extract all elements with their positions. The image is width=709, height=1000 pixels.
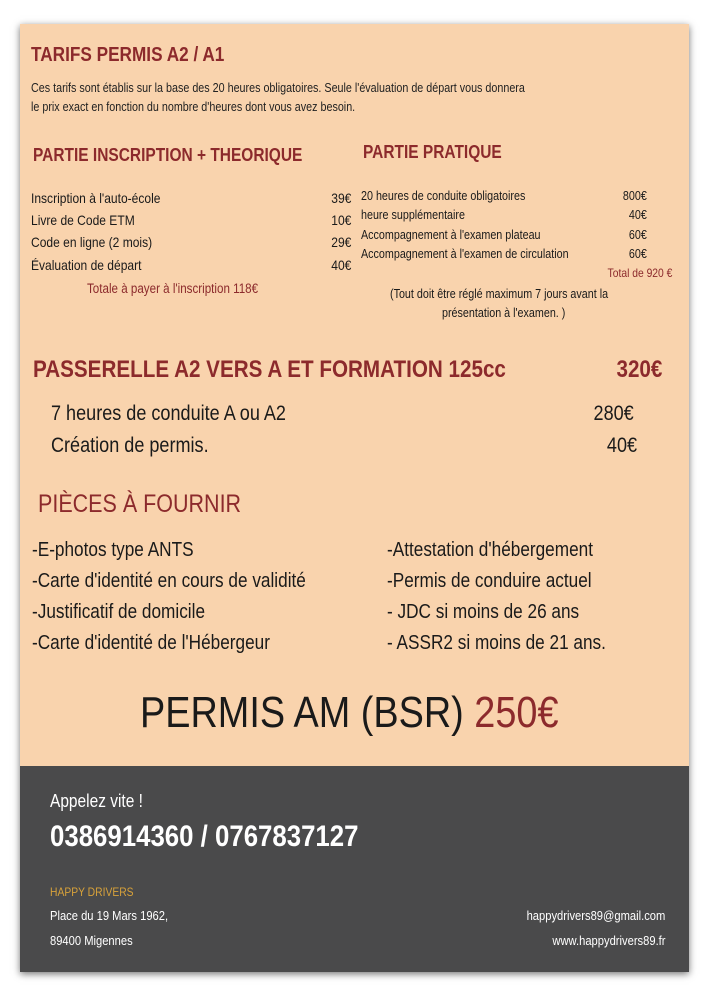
pratique-item-label: 20 heures de conduite obligatoires xyxy=(361,189,526,203)
intro-line: le prix exact en fonction du nombre d'heures dont vous avez besoin. xyxy=(31,100,356,114)
pieces-item: -Carte d'identité en cours de validité xyxy=(32,570,306,592)
pieces-item: -Carte d'identité de l'Hébergeur xyxy=(32,632,270,654)
pieces-item: -Permis de conduire actuel xyxy=(387,570,592,592)
passerelle-item-price: 40€ xyxy=(606,434,637,457)
pratique-note: présentation à l'examen. ) xyxy=(442,306,566,320)
phone-numbers[interactable]: 0386914360 / 0767837127 xyxy=(50,820,359,853)
pieces-item: -Attestation d'hébergement xyxy=(387,539,593,561)
theorique-heading: PARTIE INSCRIPTION + THEORIQUE xyxy=(33,145,303,165)
theorique-item-price: 40€ xyxy=(330,257,351,273)
theorique-item-price: 39€ xyxy=(330,190,351,206)
contact-footer xyxy=(20,766,689,972)
pratique-item-label: heure supplémentaire xyxy=(361,208,465,222)
pratique-note: (Tout doit être réglé maximum 7 jours avant la xyxy=(390,287,609,301)
pieces-item: -E-photos type ANTS xyxy=(32,539,194,561)
permis-am-price: 250€ xyxy=(474,688,559,737)
passerelle-item-label: 7 heures de conduite A ou A2 xyxy=(51,402,286,425)
pratique-item-price: 60€ xyxy=(629,247,647,261)
brand-name: HAPPY DRIVERS xyxy=(50,885,134,899)
pratique-heading: PARTIE PRATIQUE xyxy=(363,142,502,162)
email-link[interactable]: happydrivers89@gmail.com xyxy=(526,908,665,923)
theorique-item-price: 29€ xyxy=(330,234,351,250)
address-line: 89400 Migennes xyxy=(50,933,133,948)
passerelle-heading: PASSERELLE A2 VERS A ET FORMATION 125cc xyxy=(33,356,506,383)
page-title: TARIFS PERMIS A2 / A1 xyxy=(31,44,225,66)
passerelle-item-price: 280€ xyxy=(593,402,634,425)
pratique-item-label: Accompagnement à l'examen plateau xyxy=(361,228,541,242)
website-link[interactable]: www.happydrivers89.fr xyxy=(551,933,665,948)
theorique-total: Totale à payer à l'inscription 118€ xyxy=(87,281,259,296)
theorique-item-label: Livre de Code ETM xyxy=(31,212,135,228)
theorique-item-price: 10€ xyxy=(330,212,351,228)
pieces-item: -Justificatif de domicile xyxy=(32,601,206,623)
pratique-item-label: Accompagnement à l'examen de circulation xyxy=(361,247,569,261)
pieces-item: - JDC si moins de 26 ans xyxy=(387,601,580,623)
theorique-item-label: Évaluation de départ xyxy=(31,257,142,273)
permis-am-line xyxy=(140,688,558,738)
call-to-action: Appelez vite ! xyxy=(50,791,143,811)
pratique-item-price: 40€ xyxy=(629,208,647,222)
intro-text xyxy=(31,79,525,117)
passerelle-item-label: Création de permis. xyxy=(51,434,209,457)
pratique-total: Total de 920 € xyxy=(607,266,672,280)
pratique-item-price: 800€ xyxy=(623,189,647,203)
pieces-heading: PIÈCES À FOURNIR xyxy=(38,490,242,518)
flyer xyxy=(20,24,689,972)
pieces-item: - ASSR2 si moins de 21 ans. xyxy=(387,632,606,654)
intro-line: Ces tarifs sont établis sur la base des 20 heures obligatoires. Seule l'évaluation de départ vous donnera xyxy=(31,81,525,95)
permis-am-label: PERMIS AM (BSR) xyxy=(140,688,464,737)
address-line: Place du 19 Mars 1962, xyxy=(50,908,169,923)
passerelle-price: 320€ xyxy=(616,356,662,383)
pratique-item-price: 60€ xyxy=(629,228,647,242)
theorique-item-label: Inscription à l'auto-école xyxy=(31,190,161,206)
theorique-item-label: Code en ligne (2 mois) xyxy=(31,234,153,250)
